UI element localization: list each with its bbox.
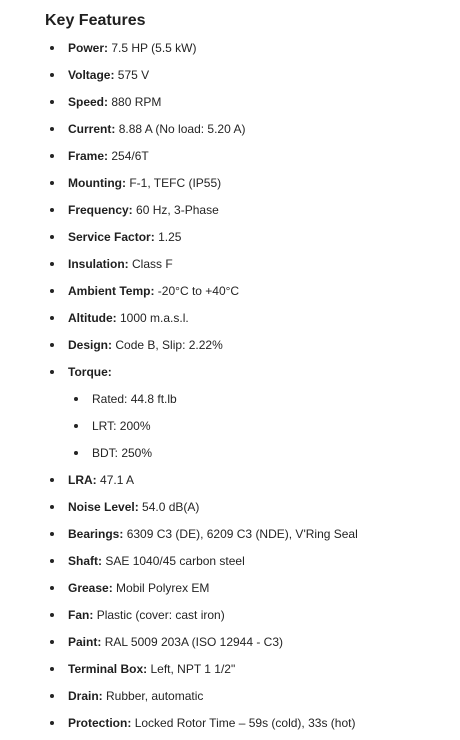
feature-item-torque bbox=[0, 362, 460, 389]
feature-label: Frame: bbox=[68, 149, 109, 163]
feature-value: SAE 1040/45 carbon steel bbox=[105, 554, 245, 568]
feature-value: 880 RPM bbox=[111, 95, 162, 109]
bullet-icon bbox=[50, 235, 54, 239]
feature-list bbox=[0, 38, 460, 740]
feature-value: Locked Rotor Time – 59s (cold), 33s (hot) bbox=[134, 716, 356, 730]
bullet-icon bbox=[50, 46, 54, 50]
sub-item-text: BDT: 250% bbox=[92, 446, 153, 460]
feature-label: Design: bbox=[68, 338, 113, 352]
feature-value: 254/6T bbox=[111, 149, 149, 163]
feature-value: 6309 C3 (DE), 6209 C3 (NDE), V'Ring Seal bbox=[126, 527, 358, 541]
bullet-icon bbox=[50, 127, 54, 131]
feature-label: LRA: bbox=[68, 473, 97, 487]
feature-value: Plastic (cover: cast iron) bbox=[96, 608, 225, 622]
feature-item-altitude bbox=[0, 308, 460, 335]
feature-item-paint bbox=[0, 632, 460, 659]
bullet-icon bbox=[50, 154, 54, 158]
bullet-icon bbox=[50, 640, 54, 644]
feature-item-speed bbox=[0, 92, 460, 119]
bullet-icon bbox=[50, 73, 54, 77]
feature-label: Shaft: bbox=[68, 554, 102, 568]
feature-value: F-1, TEFC (IP55) bbox=[129, 176, 222, 190]
feature-item-power bbox=[0, 38, 460, 65]
feature-label: Paint: bbox=[68, 635, 102, 649]
bullet-icon bbox=[74, 424, 78, 428]
feature-item-design bbox=[0, 335, 460, 362]
feature-item-protection bbox=[0, 713, 460, 740]
bullet-icon bbox=[50, 289, 54, 293]
feature-value: Left, NPT 1 1/2" bbox=[150, 662, 236, 676]
feature-item-insulation bbox=[0, 254, 460, 281]
bullet-icon bbox=[50, 262, 54, 266]
feature-value: 47.1 A bbox=[100, 473, 135, 487]
bullet-icon bbox=[50, 370, 54, 374]
feature-value: 1000 m.a.s.l. bbox=[120, 311, 189, 325]
bullet-icon bbox=[50, 208, 54, 212]
feature-value: 8.88 A (No load: 5.20 A) bbox=[118, 122, 246, 136]
feature-value: Code B, Slip: 2.22% bbox=[115, 338, 223, 352]
feature-value: 7.5 HP (5.5 kW) bbox=[111, 41, 197, 55]
bullet-icon bbox=[50, 532, 54, 536]
sub-item-text: LRT: 200% bbox=[92, 419, 151, 433]
bullet-icon bbox=[50, 559, 54, 563]
feature-item-grease bbox=[0, 578, 460, 605]
feature-value: 54.0 dB(A) bbox=[142, 500, 200, 514]
feature-item-fan bbox=[0, 605, 460, 632]
feature-value: Class F bbox=[132, 257, 173, 271]
feature-label: Bearings: bbox=[68, 527, 124, 541]
bullet-icon bbox=[50, 316, 54, 320]
feature-label: Speed: bbox=[68, 95, 109, 109]
feature-item-current bbox=[0, 119, 460, 146]
feature-value: RAL 5009 203A (ISO 12944 - C3) bbox=[104, 635, 284, 649]
feature-item-lra bbox=[0, 470, 460, 497]
sub-item-rated bbox=[0, 389, 460, 416]
feature-label: Terminal Box: bbox=[68, 662, 148, 676]
feature-item-voltage bbox=[0, 65, 460, 92]
bullet-icon bbox=[50, 586, 54, 590]
feature-value: 575 V bbox=[117, 68, 150, 82]
feature-value: Mobil Polyrex EM bbox=[116, 581, 210, 595]
bullet-icon bbox=[50, 667, 54, 671]
feature-item-mounting bbox=[0, 173, 460, 200]
feature-item-noise-level bbox=[0, 497, 460, 524]
feature-item-service-factor bbox=[0, 227, 460, 254]
feature-label: Fan: bbox=[68, 608, 94, 622]
bullet-icon bbox=[50, 721, 54, 725]
section-heading: Key Features bbox=[45, 12, 146, 29]
sub-item-text: Rated: 44.8 ft.lb bbox=[92, 392, 177, 406]
bullet-icon bbox=[74, 451, 78, 455]
feature-label: Voltage: bbox=[68, 68, 115, 82]
feature-label: Service Factor: bbox=[68, 230, 155, 244]
bullet-icon bbox=[50, 505, 54, 509]
feature-item-terminal-box bbox=[0, 659, 460, 686]
feature-value: 60 Hz, 3-Phase bbox=[136, 203, 219, 217]
bullet-icon bbox=[74, 397, 78, 401]
feature-value: Rubber, automatic bbox=[106, 689, 204, 703]
sub-item-lrt bbox=[0, 416, 460, 443]
feature-label: Altitude: bbox=[68, 311, 117, 325]
feature-label: Noise Level: bbox=[68, 500, 139, 514]
bullet-icon bbox=[50, 694, 54, 698]
feature-label: Current: bbox=[68, 122, 116, 136]
feature-item-frame bbox=[0, 146, 460, 173]
feature-item-drain bbox=[0, 686, 460, 713]
sub-item-bdt bbox=[0, 443, 460, 470]
feature-label: Grease: bbox=[68, 581, 113, 595]
feature-label: Mounting: bbox=[68, 176, 126, 190]
bullet-icon bbox=[50, 478, 54, 482]
feature-item-bearings bbox=[0, 524, 460, 551]
bullet-icon bbox=[50, 343, 54, 347]
feature-label: Drain: bbox=[68, 689, 103, 703]
feature-label: Frequency: bbox=[68, 203, 133, 217]
bullet-icon bbox=[50, 613, 54, 617]
feature-item-ambient-temp bbox=[0, 281, 460, 308]
feature-item-frequency bbox=[0, 200, 460, 227]
feature-label: Protection: bbox=[68, 716, 132, 730]
feature-item-shaft bbox=[0, 551, 460, 578]
feature-label: Insulation: bbox=[68, 257, 129, 271]
bullet-icon bbox=[50, 100, 54, 104]
feature-label: Torque: bbox=[68, 365, 112, 379]
feature-label: Power: bbox=[68, 41, 109, 55]
feature-label: Ambient Temp: bbox=[68, 284, 155, 298]
bullet-icon bbox=[50, 181, 54, 185]
feature-value: 1.25 bbox=[158, 230, 182, 244]
feature-value: -20°C to +40°C bbox=[157, 284, 240, 298]
